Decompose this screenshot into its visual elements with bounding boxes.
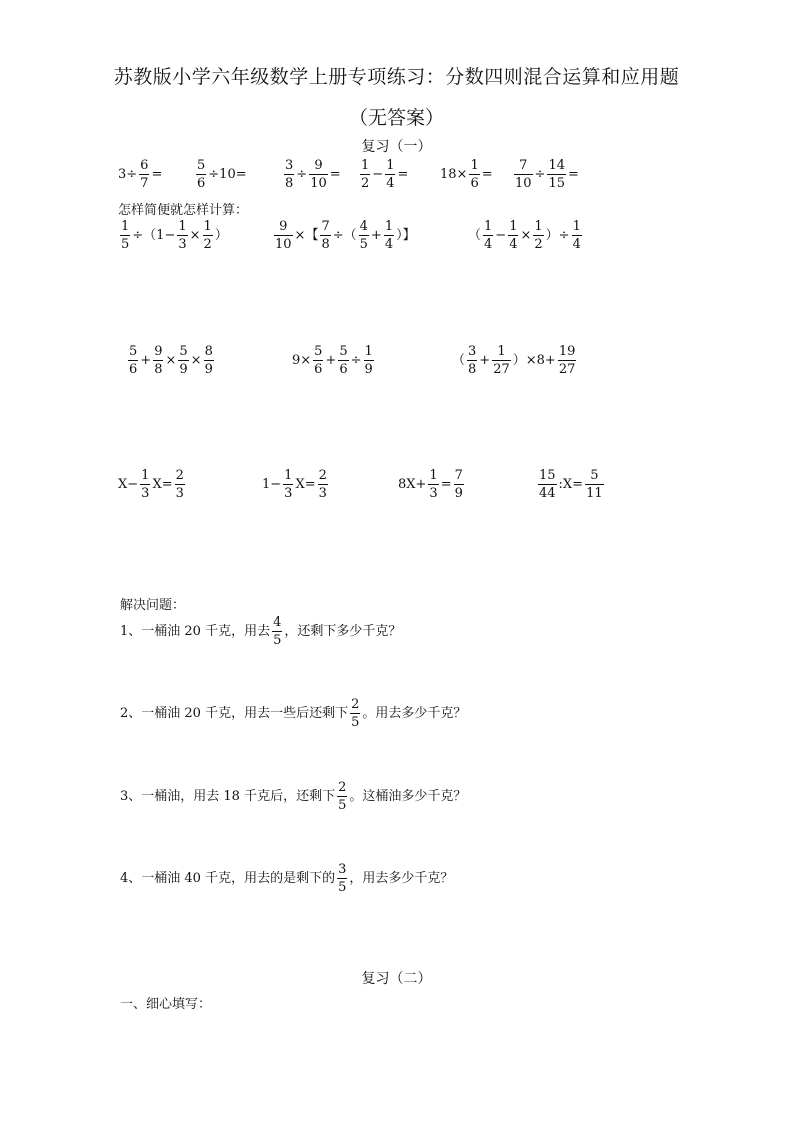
expression-text: 2、一桶油 20 千克，用去一些后还剩下 — [120, 706, 349, 721]
fraction-numerator: 1 — [364, 344, 373, 359]
fraction-numerator: 1 — [572, 219, 581, 234]
fraction — [284, 158, 294, 191]
expression-text: + — [140, 353, 152, 368]
fraction — [203, 219, 213, 252]
fraction — [272, 615, 282, 648]
section-heading-review-1: 复习（一） — [361, 139, 432, 155]
fraction — [469, 158, 479, 191]
fraction — [558, 344, 577, 377]
fraction — [492, 344, 511, 377]
fraction-numerator: 1 — [141, 468, 150, 483]
expression-text: = — [568, 167, 579, 182]
fraction-numerator: 1 — [178, 219, 187, 234]
fraction-denominator: 10 — [310, 176, 327, 191]
fraction-numerator: 5 — [179, 344, 188, 359]
fraction-denominator: 6 — [339, 362, 348, 377]
fraction-numerator: 1 — [484, 219, 493, 234]
equation-expression — [118, 468, 187, 501]
fill-in-heading: 一、细心填写： — [120, 997, 212, 1012]
fraction — [384, 219, 394, 252]
expression-text: （ — [468, 228, 482, 243]
expression-text: （ — [452, 353, 466, 368]
fraction-numerator: 9 — [314, 158, 323, 173]
fraction-denominator: 8 — [285, 176, 294, 191]
fraction — [533, 219, 543, 252]
fraction-numerator: 14 — [548, 158, 565, 173]
expression-text: 9× — [292, 353, 312, 368]
fraction-denominator: 2 — [361, 176, 370, 191]
fraction — [338, 344, 348, 377]
fraction — [585, 468, 604, 501]
fraction-numerator: 1 — [534, 219, 543, 234]
expression-text: + — [479, 353, 491, 368]
fraction — [454, 468, 464, 501]
fraction-numerator: 7 — [321, 219, 330, 234]
fraction-numerator: 7 — [454, 468, 463, 483]
expression-text: × — [165, 353, 177, 368]
exercise-expression — [358, 158, 408, 191]
fraction-numerator: 5 — [339, 344, 348, 359]
fraction-numerator: 1 — [509, 219, 518, 234]
fraction-denominator: 5 — [121, 237, 130, 252]
exercise-expression — [118, 158, 162, 191]
fraction-denominator: 4 — [484, 237, 493, 252]
expression-text: X= — [295, 477, 316, 492]
expression-text: ）】 — [396, 228, 416, 243]
fraction-numerator: 19 — [558, 344, 576, 359]
fraction-numerator: 1 — [386, 158, 395, 173]
fraction-numerator: 3 — [468, 344, 477, 359]
fraction — [572, 219, 582, 252]
fraction-numerator: 8 — [204, 344, 213, 359]
fraction-numerator: 9 — [279, 219, 288, 234]
exercise-expression — [282, 158, 341, 191]
fraction — [538, 468, 557, 501]
fraction-numerator: 15 — [539, 468, 556, 483]
fraction-denominator: 9 — [204, 362, 213, 377]
section-heading-review-2: 复习（二） — [361, 971, 432, 987]
fraction-denominator: 9 — [179, 362, 188, 377]
expression-text: ÷ — [350, 353, 362, 368]
exercise-expression — [272, 219, 416, 252]
fraction-denominator: 27 — [558, 362, 576, 377]
fraction — [385, 158, 395, 191]
expression-text: − — [372, 167, 384, 182]
fraction-numerator: 1 — [429, 468, 438, 483]
fraction-denominator: 2 — [203, 237, 212, 252]
word-problem-2 — [120, 697, 466, 730]
fraction — [139, 158, 149, 191]
fraction — [337, 780, 347, 813]
expression-text: 1− — [262, 477, 282, 492]
fraction-numerator: 4 — [273, 615, 282, 630]
expression-text: = — [397, 167, 409, 182]
fraction-denominator: 6 — [197, 176, 206, 191]
fraction — [204, 344, 214, 377]
fraction — [178, 344, 188, 377]
exercise-expression — [452, 344, 578, 377]
simplify-instruction: 怎样简便就怎样计算： — [118, 203, 249, 218]
fraction — [196, 158, 206, 191]
fraction — [313, 344, 323, 377]
exercise-expression — [440, 158, 493, 191]
expression-text: × — [520, 228, 532, 243]
exercise-expression — [126, 344, 216, 377]
fraction — [175, 468, 185, 501]
expression-text: 3÷ — [118, 167, 138, 182]
fraction-numerator: 1 — [497, 344, 506, 359]
fraction — [140, 468, 150, 501]
expression-text: ÷ — [534, 167, 546, 182]
fraction — [177, 219, 187, 252]
expression-text: 4、一桶油 40 千克，用去的是剩下的 — [120, 871, 336, 886]
page-title: 苏教版小学六年级数学上册专项练习：分数四则混合运算和应用题 — [113, 66, 680, 88]
fraction — [508, 219, 518, 252]
fraction-denominator: 4 — [386, 176, 395, 191]
fraction — [467, 344, 477, 377]
exercise-expression — [512, 158, 579, 191]
expression-text: :X= — [558, 477, 584, 492]
fraction-denominator: 44 — [539, 486, 556, 501]
expression-text: ÷（1− — [132, 228, 176, 243]
expression-text: 8X+ — [398, 477, 427, 492]
fraction-denominator: 27 — [493, 362, 510, 377]
expression-text: 。这桶油多少千克？ — [349, 789, 467, 804]
exercise-expression — [468, 219, 584, 252]
fraction — [274, 219, 293, 252]
fraction — [359, 219, 369, 252]
expression-text: 18× — [440, 167, 468, 182]
fraction-denominator: 4 — [509, 237, 518, 252]
fraction-numerator: 2 — [175, 468, 184, 483]
fraction-denominator: 15 — [548, 176, 565, 191]
expression-text: X− — [118, 477, 139, 492]
fraction-numerator: 1 — [384, 219, 394, 234]
exercise-expression — [118, 219, 228, 252]
fraction-numerator: 5 — [314, 344, 323, 359]
fraction — [483, 219, 493, 252]
fraction — [514, 158, 533, 191]
expression-text: × — [189, 228, 201, 243]
fraction-denominator: 8 — [468, 362, 477, 377]
expression-text: 。用去多少千克？ — [362, 706, 467, 721]
expression-text: ） — [214, 228, 228, 243]
fraction — [120, 219, 130, 252]
fraction-denominator: 3 — [318, 486, 327, 501]
expression-text: ÷（ — [332, 228, 357, 243]
exercise-expression — [292, 344, 376, 377]
expression-text: ）×8+ — [512, 353, 556, 368]
expression-text: = — [481, 167, 493, 182]
fraction-denominator: 5 — [338, 880, 347, 895]
fraction-numerator: 7 — [519, 158, 528, 173]
expression-text: ，还剩下多少千克？ — [284, 624, 402, 639]
fraction — [320, 219, 330, 252]
fraction — [309, 158, 328, 191]
fraction-numerator: 1 — [121, 219, 130, 234]
fraction-numerator: 3 — [285, 158, 294, 173]
expression-text: − — [495, 228, 507, 243]
fraction-numerator: 2 — [318, 468, 327, 483]
page-subtitle: （无答案） — [348, 107, 444, 129]
fraction — [547, 158, 566, 191]
expression-text: 1、一桶油 20 千克，用去 — [120, 624, 271, 639]
expression-text: ÷ — [296, 167, 308, 182]
fraction-numerator: 2 — [338, 780, 347, 795]
fraction-denominator: 6 — [314, 362, 323, 377]
fraction-denominator: 3 — [429, 486, 438, 501]
fraction-denominator: 6 — [129, 362, 138, 377]
fraction-numerator: 1 — [203, 219, 212, 234]
fraction-denominator: 5 — [351, 715, 360, 730]
fraction-denominator: 5 — [273, 633, 282, 648]
fraction — [337, 862, 347, 895]
expression-text: ，用去多少千克？ — [349, 871, 454, 886]
fraction-numerator: 1 — [361, 158, 370, 173]
equation-expression — [398, 468, 466, 501]
fraction-denominator: 11 — [586, 486, 603, 501]
fraction-denominator: 5 — [338, 798, 347, 813]
fraction-denominator: 3 — [284, 486, 293, 501]
problems-heading: 解决问题： — [120, 598, 186, 613]
word-problem-4 — [120, 862, 453, 895]
exercise-expression — [194, 158, 247, 191]
fraction-numerator: 5 — [129, 344, 138, 359]
expression-text: ）÷ — [545, 228, 570, 243]
fraction — [350, 697, 360, 730]
fraction-numerator: 5 — [197, 158, 206, 173]
fraction-denominator: 8 — [154, 362, 163, 377]
expression-text: X= — [152, 477, 173, 492]
fraction-numerator: 3 — [338, 862, 347, 877]
fraction-denominator: 3 — [175, 486, 184, 501]
fraction-numerator: 1 — [284, 468, 293, 483]
fraction-denominator: 5 — [359, 237, 368, 252]
fraction-denominator: 6 — [470, 176, 479, 191]
fraction-denominator: 4 — [572, 237, 581, 252]
fraction-numerator: 9 — [154, 344, 163, 359]
expression-text: 3、一桶油，用去 18 千克后，还剩下 — [120, 789, 336, 804]
fraction-denominator: 4 — [384, 237, 394, 252]
expression-text: = — [151, 167, 163, 182]
fraction-denominator: 9 — [454, 486, 463, 501]
expression-text: = — [440, 477, 452, 492]
equation-expression — [262, 468, 330, 501]
word-problem-3 — [120, 780, 466, 813]
fraction-numerator: 6 — [140, 158, 149, 173]
fraction — [428, 468, 438, 501]
expression-text: = — [329, 167, 341, 182]
equation-expression — [536, 468, 606, 501]
fraction — [128, 344, 138, 377]
fraction — [360, 158, 370, 191]
fraction — [364, 344, 374, 377]
fraction-denominator: 3 — [141, 486, 150, 501]
fraction-denominator: 10 — [515, 176, 532, 191]
fraction-denominator: 2 — [534, 237, 543, 252]
fraction-numerator: 1 — [470, 158, 479, 173]
fraction-denominator: 9 — [364, 362, 373, 377]
fraction — [318, 468, 328, 501]
expression-text: × — [190, 353, 202, 368]
fraction-denominator: 7 — [140, 176, 149, 191]
expression-text: + — [325, 353, 337, 368]
word-problem-1 — [120, 615, 401, 648]
fraction-denominator: 10 — [275, 237, 292, 252]
fraction-denominator: 8 — [321, 237, 330, 252]
fraction-numerator: 2 — [351, 697, 360, 712]
expression-text: ÷10= — [208, 167, 247, 182]
expression-text: + — [370, 228, 382, 243]
fraction-denominator: 3 — [178, 237, 187, 252]
expression-text: ×【 — [294, 228, 319, 243]
fraction-numerator: 5 — [590, 468, 599, 483]
fraction-numerator: 4 — [359, 219, 368, 234]
fraction — [153, 344, 163, 377]
fraction — [283, 468, 293, 501]
